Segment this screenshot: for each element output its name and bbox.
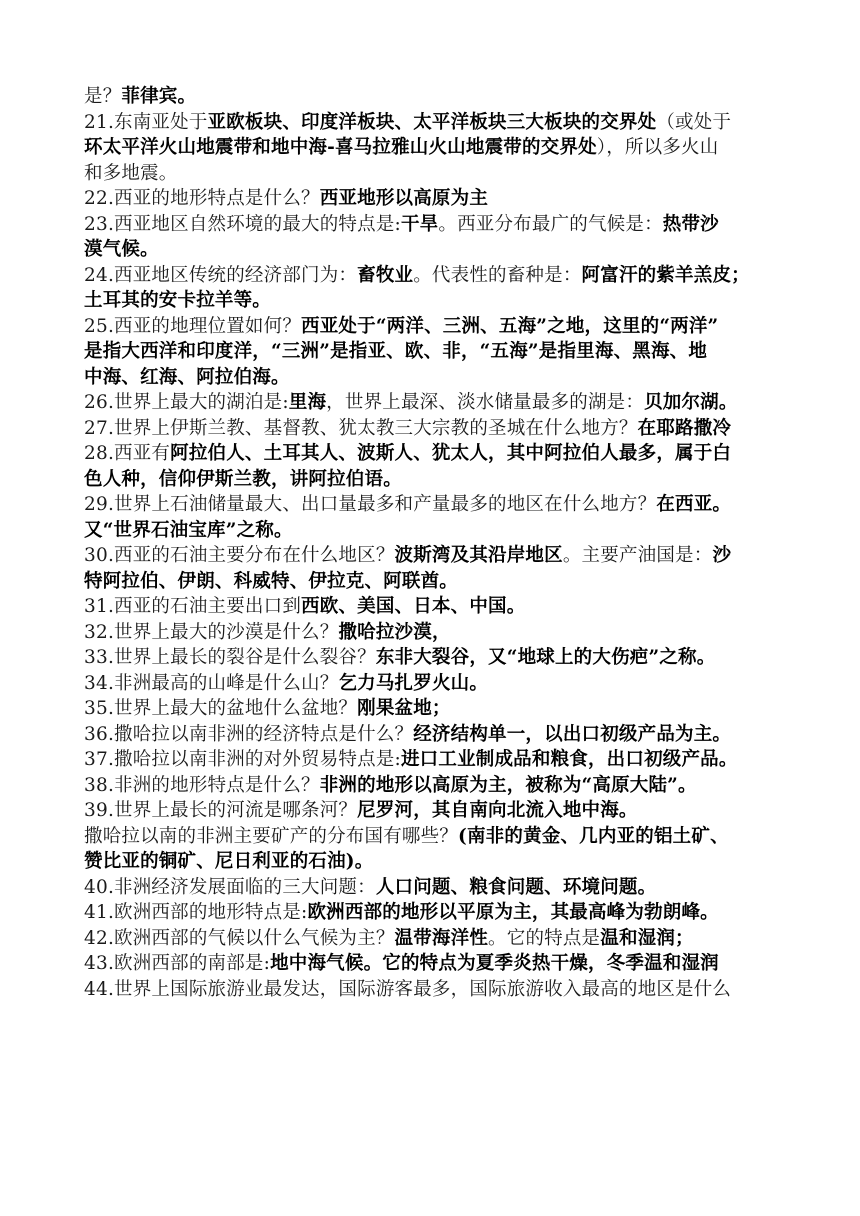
answer-text: 西欧、美国、日本、中国。 <box>301 596 526 617</box>
text-line <box>84 722 784 748</box>
text-line <box>84 620 784 646</box>
text-line <box>84 798 784 824</box>
answer-text: 经济结构单一，以出口初级产品为主。 <box>413 723 732 745</box>
answer-text: 西亚处于“两洋、三洲、五海”之地，这里的“两洋” <box>301 315 719 337</box>
text-line <box>84 212 784 238</box>
text-line <box>84 543 784 569</box>
text-line <box>84 288 784 314</box>
text-line <box>84 263 784 289</box>
text-line <box>84 110 784 136</box>
question-text: 32.世界上最大的沙漠是什么？ <box>84 621 339 643</box>
answer-text: 沙 <box>712 545 732 566</box>
answer-text: 菲律宾。 <box>121 86 197 107</box>
question-text: ），所以多火山 <box>596 137 719 158</box>
question-text: 39.世界上最长的河流是哪条河？ <box>84 800 358 821</box>
answer-text: 特阿拉伯、伊朗、科威特、伊拉克、阿联酋。 <box>84 570 459 592</box>
question-text: 。代表性的畜种是： <box>413 264 582 286</box>
answer-text: (南非的黄金、几内亚的铝土矿、 <box>458 825 729 847</box>
text-line <box>84 747 784 773</box>
text-line <box>84 773 784 799</box>
answer-text: 里海 <box>288 392 327 413</box>
answer-text: 乞力马扎罗火山。 <box>338 672 489 694</box>
question-text: 27.世界上伊斯兰教、基督教、犹太教三大宗教的圣城在什么地方？ <box>84 417 638 439</box>
answer-text: 漠气候。 <box>84 239 159 260</box>
question-text: 43.欧洲西部的南部是: <box>84 953 271 974</box>
answer-text: 贝加尔湖。 <box>644 392 738 413</box>
text-line <box>84 594 784 620</box>
document-body <box>84 84 784 1002</box>
question-text: 30.西亚的石油主要分布在什么地区？ <box>84 545 395 566</box>
answer-text: 干旱 <box>400 213 439 235</box>
question-text: 撒哈拉以南的非洲主要矿产的分布国有哪些？ <box>84 825 459 847</box>
text-line <box>84 569 784 595</box>
answer-text: 又“世界石油宝库”之称。 <box>84 519 293 541</box>
question-text: ，世界上最深、淡水储量最多的湖是： <box>326 392 645 413</box>
answer-text: 人口问题、粮食问题、环境问题。 <box>375 876 657 898</box>
answer-text: 热带沙 <box>662 213 719 235</box>
text-line <box>84 161 784 187</box>
text-line <box>84 416 784 442</box>
text-line <box>84 645 784 671</box>
text-line <box>84 977 784 1003</box>
question-text: （或处于 <box>656 111 732 133</box>
answer-text: 在西亚。 <box>656 494 732 515</box>
question-text: 37.撒哈拉以南非洲的对外贸易特点是: <box>84 749 401 770</box>
answer-text: 是指大西洋和印度洋，“三洲”是指亚、欧、非，“五海”是指里海、黑海、地 <box>84 341 708 362</box>
question-text: 。主要产油国是： <box>562 545 713 566</box>
question-text: 33.世界上最长的裂谷是什么裂谷？ <box>84 647 376 668</box>
question-text: 26.世界上最大的湖泊是: <box>84 392 289 413</box>
answer-text: 阿富汗的紫羊羔皮； <box>581 264 750 286</box>
question-text: 44.世界上国际旅游业最发达，国际游客最多，国际旅游收入最高的地区是什么 <box>84 978 732 1000</box>
text-line <box>84 696 784 722</box>
question-text: 和多地震。 <box>84 162 178 184</box>
text-line <box>84 824 784 850</box>
answer-text: 色人种，信仰伊斯兰教，讲阿拉伯语。 <box>84 468 402 490</box>
question-text: 28.西亚有 <box>84 443 171 464</box>
question-text: 31.西亚的石油主要出口到 <box>84 596 302 617</box>
answer-text: 刚果盆地； <box>357 698 451 719</box>
text-line <box>84 900 784 926</box>
answer-text: 阿拉伯人、土耳其人、波斯人、犹太人，其中阿拉伯人最多，属于白 <box>170 443 732 464</box>
answer-text: 亚欧板块、印度洋板块、太平洋板块三大板块的交界处 <box>207 111 657 133</box>
question-text: 42.欧洲西部的气候以什么气候为主？ <box>84 927 395 949</box>
question-text: 22.西亚的地形特点是什么？ <box>84 188 320 209</box>
answer-text: 西亚地形以高原为主 <box>319 188 489 209</box>
text-line <box>84 365 784 391</box>
text-line <box>84 492 784 518</box>
text-line <box>84 926 784 952</box>
answer-text: 环太平洋火山地震带和地中海-喜马拉雅山火山地震带的交界处 <box>84 137 597 158</box>
answer-text: 中海、红海、阿拉伯海。 <box>84 366 290 388</box>
question-text: 。西亚分布最广的气候是： <box>438 213 663 235</box>
text-line <box>84 671 784 697</box>
question-text: 29.世界上石油储量最大、出口量最多和产量最多的地区在什么地方？ <box>84 494 657 515</box>
answer-text: 温和湿润； <box>600 927 694 949</box>
question-text: 40.非洲经济发展面临的三大问题： <box>84 876 376 898</box>
text-line <box>84 518 784 544</box>
question-text: 是？ <box>84 86 122 107</box>
answer-text: 在耶路撒冷 <box>637 417 732 439</box>
answer-text: 土耳其的安卡拉羊等。 <box>84 290 272 311</box>
text-line <box>84 390 784 416</box>
answer-text: 撒哈拉沙漠， <box>338 621 451 643</box>
text-line <box>84 849 784 875</box>
question-text: 25.西亚的地理位置如何？ <box>84 315 302 337</box>
answer-text: 欧洲西部的地形以平原为主，其最高峰为勃朗峰。 <box>307 902 719 923</box>
question-text: 34.非洲最高的山峰是什么山？ <box>84 672 339 694</box>
text-line <box>84 467 784 493</box>
question-text: 38.非洲的地形特点是什么？ <box>84 774 320 796</box>
question-text: 21.东南亚处于 <box>84 111 208 133</box>
answer-text: 非洲的地形以高原为主，被称为“高原大陆”。 <box>319 774 697 796</box>
text-line <box>84 441 784 467</box>
question-text: 23.西亚地区自然环境的最大的特点是: <box>84 213 401 235</box>
answer-text: 畜牧业 <box>357 264 414 286</box>
text-line <box>84 135 784 161</box>
text-line <box>84 951 784 977</box>
question-text: 35.世界上最大的盆地什么盆地？ <box>84 698 358 719</box>
text-line <box>84 875 784 901</box>
question-text: 41.欧洲西部的地形特点是: <box>84 902 308 923</box>
answer-text: 温带海洋性 <box>394 927 489 949</box>
text-line <box>84 237 784 263</box>
answer-text: 尼罗河，其自南向北流入地中海。 <box>357 800 638 821</box>
question-text: 。它的特点是 <box>488 927 601 949</box>
text-line <box>84 339 784 365</box>
question-text: 36.撒哈拉以南非洲的经济特点是什么？ <box>84 723 414 745</box>
answer-text: 赞比亚的铜矿、尼日利亚的石油)。 <box>84 851 374 872</box>
answer-text: 波斯湾及其沿岸地区 <box>394 545 563 566</box>
answer-text: 进口工业制成品和粮食，出口初级产品。 <box>400 749 738 770</box>
answer-text: 地中海气候。它的特点为夏季炎热干燥，冬季温和湿润 <box>270 953 719 974</box>
text-line <box>84 186 784 212</box>
text-line <box>84 314 784 340</box>
text-line <box>84 84 784 110</box>
question-text: 24.西亚地区传统的经济部门为： <box>84 264 358 286</box>
answer-text: 东非大裂谷，又“地球上的大伤疤”之称。 <box>375 647 716 668</box>
